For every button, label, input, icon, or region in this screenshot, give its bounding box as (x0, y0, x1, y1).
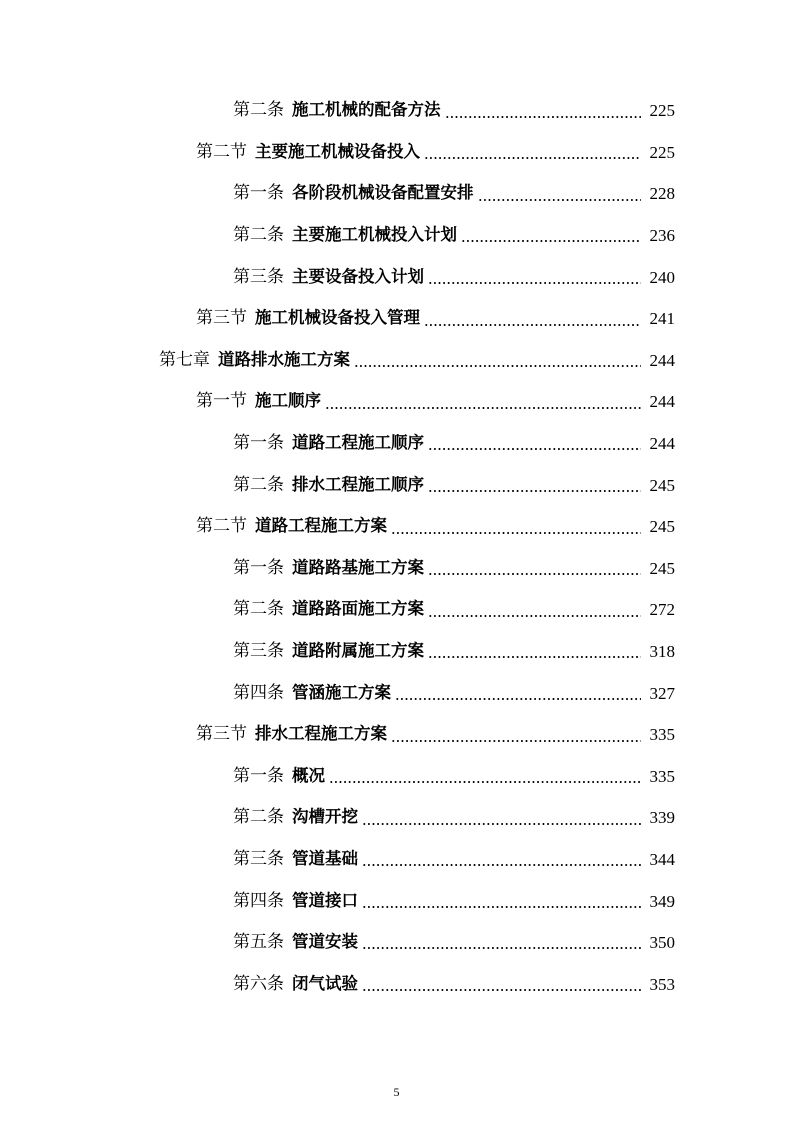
toc-entry-label (233, 765, 325, 786)
toc-entry-label (196, 310, 420, 327)
toc-entry-page: 353 (649, 974, 675, 994)
toc-entry-page: 236 (649, 226, 675, 246)
toc-entry-title: 排水工程施工方案 (255, 724, 387, 744)
toc-entry-page: 344 (649, 849, 675, 869)
dot-leader (424, 323, 641, 327)
toc-entry[interactable] (0, 90, 675, 132)
toc-entry-page: 335 (649, 725, 675, 745)
dot-leader (329, 780, 641, 784)
toc-entry-title: 排水工程施工顺序 (292, 474, 424, 494)
toc-entry-title: 闭气试验 (292, 973, 358, 993)
page-number: 5 (393, 1085, 400, 1099)
toc-entry-number: 第四条 (233, 890, 284, 911)
dot-leader (445, 115, 642, 119)
toc-entry-number: 第三条 (233, 641, 284, 662)
toc-entry-label (233, 890, 358, 911)
toc-entry-number: 第五条 (233, 932, 284, 953)
toc-entry[interactable] (0, 839, 675, 881)
toc-entry-label (159, 349, 350, 370)
toc-entry-page: 339 (649, 808, 675, 828)
dot-leader (362, 822, 641, 826)
toc-entry-page: 272 (649, 600, 675, 620)
toc-entry-page: 245 (649, 558, 675, 578)
toc-entry-page: 350 (649, 933, 675, 953)
toc-entry-label (196, 518, 387, 535)
dot-leader (428, 572, 641, 576)
dot-leader (362, 946, 641, 950)
toc-entry-label (233, 973, 358, 994)
toc-entry-page: 245 (649, 517, 675, 537)
toc-entry-page: 245 (649, 475, 675, 495)
toc-entry-title: 管道安装 (292, 932, 358, 952)
dot-leader (354, 364, 641, 368)
toc-entry-title: 道路路基施工方案 (292, 557, 424, 577)
toc-entry[interactable] (0, 132, 675, 174)
toc-entry-page: 244 (649, 434, 675, 454)
toc-entry-title: 施工机械的配备方法 (292, 100, 441, 120)
toc-entry[interactable] (0, 215, 675, 257)
toc-entry-number: 第二条 (233, 100, 284, 121)
dot-leader (428, 447, 641, 451)
toc-entry-number: 第三节 (196, 724, 247, 745)
toc-entry-number: 第二条 (233, 225, 284, 246)
toc-entry-label (233, 435, 424, 452)
toc-entry-label (233, 934, 358, 951)
dot-leader (424, 156, 641, 160)
toc-entry[interactable] (0, 922, 675, 964)
toc-entry[interactable] (0, 256, 675, 298)
dot-leader (428, 655, 641, 659)
toc-entry-page: 228 (649, 184, 675, 204)
toc-entry-title: 主要施工机械设备投入 (255, 141, 420, 161)
toc-entry-page: 335 (649, 766, 675, 786)
dot-leader (391, 739, 641, 743)
toc-entry-number: 第三条 (233, 848, 284, 869)
toc-entry-title: 施工顺序 (255, 391, 321, 411)
toc-entry-label (233, 102, 441, 119)
toc-entry-number: 第一条 (233, 557, 284, 578)
toc-entry[interactable] (0, 298, 675, 340)
toc-entry-label (233, 227, 457, 244)
dot-leader (428, 281, 641, 285)
toc-entry-title: 施工机械设备投入管理 (255, 308, 420, 328)
toc-entry-page: 349 (649, 891, 675, 911)
dot-leader (461, 239, 641, 243)
toc-entry[interactable] (0, 173, 675, 215)
toc-entry-title: 道路路面施工方案 (292, 599, 424, 619)
toc-entry-number: 第二条 (233, 599, 284, 620)
dot-leader (428, 489, 641, 493)
toc-entry-label (233, 185, 474, 202)
toc-entry-page: 225 (649, 142, 675, 162)
toc-entry-title: 沟槽开挖 (292, 807, 358, 827)
toc-entry-title: 主要施工机械投入计划 (292, 225, 457, 245)
toc-entry-title: 管道基础 (292, 848, 358, 868)
toc-entry-number: 第一条 (233, 183, 284, 204)
toc-entry[interactable] (0, 381, 675, 423)
toc-entry-label (196, 393, 321, 410)
toc-entry[interactable] (0, 589, 675, 631)
toc-entry-label (233, 266, 424, 287)
toc-entry[interactable] (0, 506, 675, 548)
toc-entry-page: 327 (649, 683, 675, 703)
dot-leader (362, 988, 641, 992)
table-of-contents (0, 90, 793, 1005)
toc-entry-title: 道路附属施工方案 (292, 641, 424, 661)
toc-entry-number: 第三条 (233, 266, 284, 287)
toc-entry[interactable] (0, 714, 675, 756)
dot-leader (391, 531, 641, 535)
toc-entry-number: 第一条 (233, 433, 284, 454)
toc-entry[interactable] (0, 797, 675, 839)
toc-entry-label (233, 474, 424, 495)
toc-entry-number: 第二条 (233, 474, 284, 495)
toc-entry[interactable] (0, 880, 675, 922)
toc-entry-number: 第七章 (159, 349, 210, 370)
toc-entry-page: 225 (649, 101, 675, 121)
dot-leader (362, 905, 641, 909)
toc-entry[interactable] (0, 464, 675, 506)
toc-entry-number: 第二节 (196, 516, 247, 537)
toc-entry[interactable] (0, 340, 675, 382)
toc-entry-title: 概况 (292, 765, 325, 785)
toc-entry[interactable] (0, 672, 675, 714)
dot-leader (362, 863, 641, 867)
toc-entry[interactable] (0, 756, 675, 798)
toc-entry-number: 第二条 (233, 807, 284, 828)
toc-entry-number: 第四条 (233, 682, 284, 703)
toc-entry-page: 241 (649, 309, 675, 329)
toc-entry-title: 主要设备投入计划 (292, 266, 424, 286)
toc-entry-label (196, 726, 387, 743)
toc-entry-title: 道路排水施工方案 (218, 349, 350, 369)
toc-entry-title: 各阶段机械设备配置安排 (292, 183, 474, 203)
toc-entry-label (233, 601, 424, 618)
toc-entry-title: 道路工程施工顺序 (292, 433, 424, 453)
toc-entry-label (233, 682, 391, 703)
dot-leader (325, 406, 641, 410)
toc-entry-label (233, 557, 424, 578)
dot-leader (478, 198, 642, 202)
toc-entry-page: 318 (649, 642, 675, 662)
toc-entry-label (233, 643, 424, 660)
dot-leader (428, 614, 641, 618)
toc-entry-title: 管道接口 (292, 890, 358, 910)
toc-entry-number: 第一节 (196, 391, 247, 412)
toc-entry-page: 240 (649, 267, 675, 287)
toc-entry-page: 244 (649, 392, 675, 412)
toc-entry-number: 第六条 (233, 973, 284, 994)
toc-entry-number: 第一条 (233, 765, 284, 786)
toc-entry-title: 管涵施工方案 (292, 682, 391, 702)
toc-entry[interactable] (0, 963, 675, 1005)
toc-entry-title: 道路工程施工方案 (255, 516, 387, 536)
dot-leader (395, 697, 641, 701)
toc-entry-page: 244 (649, 350, 675, 370)
toc-entry-label (233, 848, 358, 869)
toc-entry-label (196, 141, 420, 162)
toc-entry-number: 第二节 (196, 141, 247, 162)
toc-entry[interactable] (0, 631, 675, 673)
toc-entry[interactable] (0, 548, 675, 590)
toc-entry-number: 第三节 (196, 308, 247, 329)
toc-entry-label (233, 809, 358, 826)
toc-entry[interactable] (0, 423, 675, 465)
